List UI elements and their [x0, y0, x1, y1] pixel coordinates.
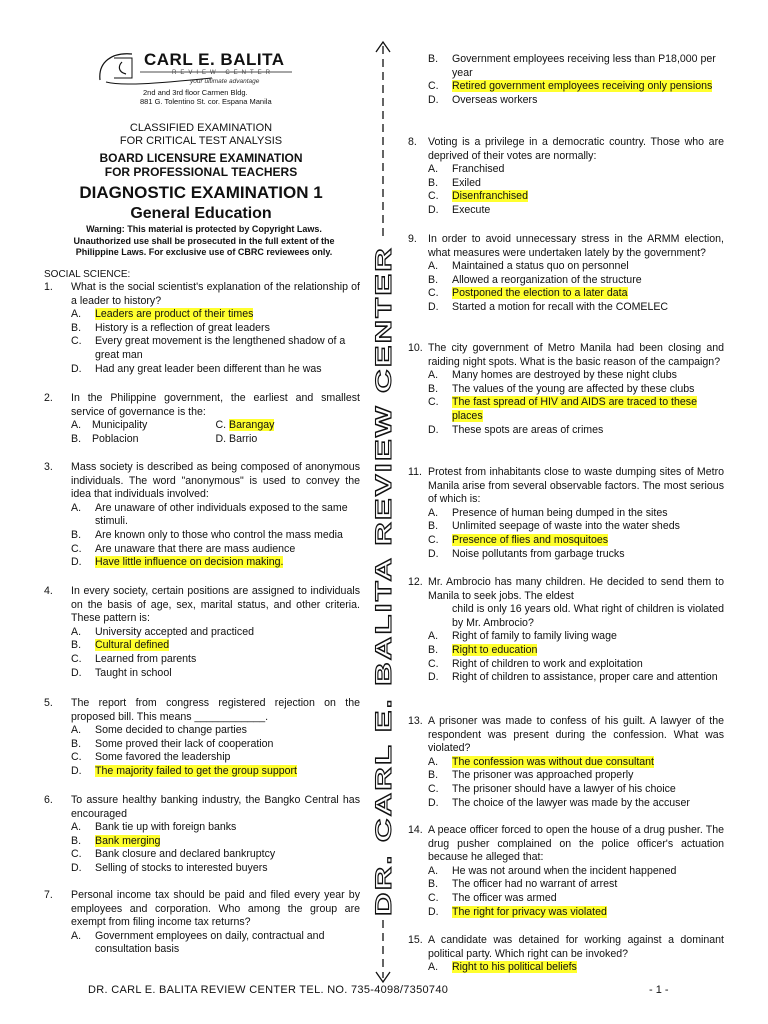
question-11 [408, 466, 724, 561]
question-7 [44, 889, 360, 957]
option-d[interactable]: D. These spots are areas of crimes [428, 423, 604, 436]
option-a[interactable]: A. Many homes are destroyed by these night clubs [428, 369, 677, 382]
footer-contact: DR. CARL E. BALITA REVIEW CENTER TEL. NO. 735-4098/7350740 [88, 984, 449, 996]
header-line-4: FOR PROFESSIONAL TEACHERS [104, 165, 298, 179]
option-d[interactable]: D. The majority failed to get the group support [71, 764, 297, 777]
option-c[interactable]: C. The prisoner should have a lawyer of his choice [428, 782, 676, 795]
option-b[interactable]: B. Exiled [428, 176, 481, 189]
question-15 [408, 934, 724, 975]
option-c[interactable]: C. Right of children to work and exploitation [428, 657, 643, 670]
question-number: 7. [44, 889, 53, 901]
question-stem: A prisoner was made to confess of his guilt. A lawyer of the respondent was present during the confession. What was violated? [428, 715, 724, 755]
question-number: 11. [408, 466, 422, 478]
option-b[interactable]: B. Bank merging [71, 834, 161, 847]
option-a[interactable]: A. Right to his political beliefs [428, 961, 577, 974]
option-d[interactable]: D. Noise pollutants from garbage trucks [428, 547, 625, 560]
option-c[interactable]: C. Every great movement is the lengthened shadow of a great man [71, 335, 346, 361]
option-d[interactable]: D. Had any great leader been different than he was [71, 362, 322, 375]
option-a[interactable]: A. Bank tie up with foreign banks [71, 821, 237, 834]
option-b[interactable]: B. Some proved their lack of cooperation [71, 737, 274, 750]
question-14 [408, 824, 724, 919]
address [140, 88, 272, 106]
page-title: DIAGNOSTIC EXAMINATION 1 [79, 183, 323, 202]
question-stem: A candidate was detained for working against a dominant political party. Which right can be invoked? [428, 934, 724, 960]
option-c[interactable]: C. The fast spread of HIV and AIDS are traced to these places [428, 396, 697, 422]
option-a[interactable]: A. Leaders are product of their times [71, 308, 254, 321]
watermark-divider [370, 40, 396, 985]
option-a[interactable]: A. University accepted and practiced [71, 625, 254, 638]
option-c[interactable]: C. Retired government employees receiving only pensions [428, 80, 713, 93]
option-a[interactable]: A. Right of family to family living wage [428, 630, 617, 643]
option-c[interactable]: C. The officer was armed [428, 891, 557, 904]
option-d[interactable]: D. Overseas workers [428, 93, 538, 106]
answer-highlight: The fast spread of HIV and AIDS are traced to these places [452, 396, 697, 422]
question-10 [408, 342, 724, 437]
exam-board [40, 151, 362, 179]
option-c[interactable]: C. Postponed the election to a later data [428, 287, 628, 300]
option-d[interactable]: D. Taught in school [71, 666, 172, 679]
option-b[interactable]: B. The officer had no warrant of arrest [428, 878, 618, 891]
question-8 [408, 136, 724, 218]
option-b[interactable]: B. The values of the young are affected by these clubs [428, 382, 695, 395]
option-c[interactable]: C. Learned from parents [71, 652, 197, 665]
question-number: 4. [44, 585, 53, 597]
question-number: 3. [44, 461, 53, 473]
question-stem: In order to avoid unnecessary stress in the ARMM election, what measures were undertaken lately by the government? [428, 233, 724, 259]
question-stem: Protest from inhabitants close to waste dumping sites of Metro Manila arise from several observable factors. The most serious of which is: [428, 466, 724, 506]
question-stem: Mass society is described as being composed of anonymous individuals. The word "anonymous" is used to convey the idea that individuals involved: [71, 461, 360, 501]
question-5 [44, 697, 360, 779]
question-number: 5. [44, 697, 53, 709]
answer-highlight: Leaders are product of their times [95, 308, 254, 321]
option-b[interactable]: B. Poblacion [71, 432, 139, 445]
logo-tagline: your ultimate advantage [190, 78, 260, 85]
question-stem: What is the social scientist's explanation of the relationship of a leader to history? [71, 281, 360, 307]
question-number: 1. [44, 281, 53, 293]
answer-highlight: Have little influence on decision making. [95, 556, 284, 569]
answer-highlight: Bank merging [95, 834, 161, 847]
answer-highlight: Postponed the election to a later data [452, 287, 628, 300]
question-stem: Mr. Ambrocio has many children. He decided to send them to Manila to seek jobs. The eldest [428, 576, 724, 602]
answer-highlight: Barangay [229, 419, 275, 432]
answer-highlight: The confession was without due consultant [452, 755, 654, 768]
page-number: - 1 - [649, 984, 669, 996]
option-c[interactable]: C. Barangay [215, 419, 275, 432]
option-c[interactable]: C. Some favored the leadership [71, 751, 231, 764]
option-d[interactable]: D. Execute [428, 203, 491, 216]
question-number: 14. [408, 824, 423, 836]
answer-highlight: Presence of flies and mosquitoes [452, 533, 609, 546]
option-a[interactable]: A. Franchised [428, 163, 505, 176]
option-b[interactable]: B. Government employees receiving less than P18,000 per year [428, 53, 716, 79]
option-c[interactable]: C. Bank closure and declared bankruptcy [71, 848, 276, 861]
header-line-2: FOR CRITICAL TEST ANALYSIS [119, 135, 283, 147]
question-1 [44, 281, 360, 376]
option-a[interactable]: A. Are unaware of other individuals exposed to the same stimuli. [71, 501, 348, 528]
option-c[interactable]: C. Presence of flies and mosquitoes [428, 533, 609, 546]
option-d[interactable]: D. Right of children to assistance, proper care and attention [428, 671, 718, 684]
option-a[interactable]: A. Presence of human being dumped in the sites [428, 506, 668, 519]
question-number: 2. [44, 392, 53, 404]
answer-highlight: Right to education [452, 643, 538, 656]
question-stem: In the Philippine government, the earliest and smallest service of governance is the: [71, 392, 360, 418]
logo-subtitle: REVIEW CENTER [172, 70, 275, 76]
option-c[interactable]: C. Disenfranchised [428, 190, 528, 203]
option-d[interactable]: D. The right for privacy was violated [428, 905, 607, 918]
option-d[interactable]: D. Barrio [215, 432, 258, 445]
answer-highlight: Retired government employees receiving only pensions [452, 80, 713, 93]
review-center-logo [92, 48, 302, 90]
watermark-text: DR. CARL E. BALITA REVIEW CENTER [371, 462, 396, 916]
option-d[interactable]: D. Started a motion for recall with the COMELEC [428, 300, 669, 313]
question-13 [408, 715, 724, 810]
question-stem: To assure healthy banking industry, the Bangko Central has encouraged [71, 794, 360, 820]
question-stem: Voting is a privilege in a democratic country. Those who are deprived of their votes are normally: [428, 136, 724, 162]
answer-highlight: Cultural defined [95, 639, 170, 652]
question-2 [44, 392, 360, 446]
question-7-continued [408, 53, 724, 107]
question-number: 12. [408, 576, 423, 588]
option-b[interactable]: B. The prisoner was approached properly [428, 769, 634, 782]
option-c[interactable]: C. Are unaware that there are mass audience [71, 542, 296, 555]
option-a[interactable]: A. Municipality [71, 419, 148, 432]
option-d[interactable]: D. The choice of the lawyer was made by the accuser [428, 796, 690, 809]
question-stem: A peace officer forced to open the house of a drug pusher. The drug pusher complained on the police officer's actuation because he alleged that: [428, 824, 724, 864]
option-b[interactable]: B. Right to education [428, 643, 538, 656]
option-b[interactable]: B. Are known only to those who control the mass media [71, 528, 343, 541]
exam-classification [40, 122, 362, 148]
logo-name: CARL E. BALITA [144, 50, 285, 69]
question-stem: Personal income tax should be paid and filed every year by employees and corporation. Who among the group are exempt from filing income tax returns? [71, 889, 360, 929]
question-number: 8. [408, 136, 417, 148]
answer-highlight: The majority failed to get the group support [95, 764, 297, 777]
option-a[interactable]: A. Government employees on daily, contractual and consultation basis [71, 929, 325, 956]
question-number: 10. [408, 342, 423, 354]
copyright-warning: Warning: This material is protected by Copyright Laws. Unauthorized use shall be prosecuted in the full extent of the Philippine Laws. For exclusive use of CBRC reviewees only. [73, 224, 335, 257]
question-4 [44, 585, 360, 680]
option-a[interactable]: A. Maintained a status quo on personnel [428, 260, 629, 273]
answer-highlight: The right for privacy was violated [452, 905, 607, 918]
question-stem: In every society, certain positions are assigned to individuals on the basis of age, sex, marital status, and other criteria. These pattern is: [71, 585, 360, 625]
option-b[interactable]: B. Unlimited seepage of waste into the water sheds [428, 520, 680, 533]
question-stem: The report from congress registered rejection on the proposed bill. This means ____________. [71, 697, 360, 723]
question-number: 6. [44, 794, 53, 806]
question-3 [44, 461, 360, 570]
question-number: 9. [408, 233, 417, 245]
answer-highlight: Disenfranchised [452, 190, 528, 203]
question-stem-continued: child is only 16 years old. What right of children is violated by Mr. Ambrocio? [452, 603, 724, 629]
question-stem: The city government of Metro Manila had been closing and raiding night spots. What is the basic reason of the campaign? [428, 342, 724, 368]
question-9 [408, 233, 724, 315]
option-b[interactable]: B. Cultural defined [71, 639, 170, 652]
address-line-2: 881 G. Tolentino St. cor. Espana Manila [140, 97, 272, 106]
option-a[interactable]: A. Some decided to change parties [71, 724, 247, 737]
question-number: 15. [408, 934, 423, 946]
option-a[interactable]: A. The confession was without due consultant [428, 755, 654, 768]
page-subtitle: General Education [130, 205, 272, 222]
address-line-1: 2nd and 3rd floor Carmen Bldg. [143, 88, 248, 97]
option-d[interactable]: D. Have little influence on decision making. [71, 556, 284, 569]
answer-highlight: Right to his political beliefs [452, 961, 577, 974]
option-b[interactable]: B. History is a reflection of great leaders [71, 321, 270, 334]
header-line-3: BOARD LICENSURE EXAMINATION [99, 151, 303, 165]
question-12 [408, 576, 724, 685]
question-6 [44, 794, 360, 876]
question-number: 13. [408, 715, 423, 727]
option-a[interactable]: A. He was not around when the incident happened [428, 864, 677, 877]
option-b[interactable]: B. Allowed a reorganization of the structure [428, 273, 642, 286]
section-label: SOCIAL SCIENCE: [44, 269, 131, 280]
header-line-1: CLASSIFIED EXAMINATION [129, 122, 273, 134]
option-d[interactable]: D. Selling of stocks to interested buyers [71, 861, 268, 874]
